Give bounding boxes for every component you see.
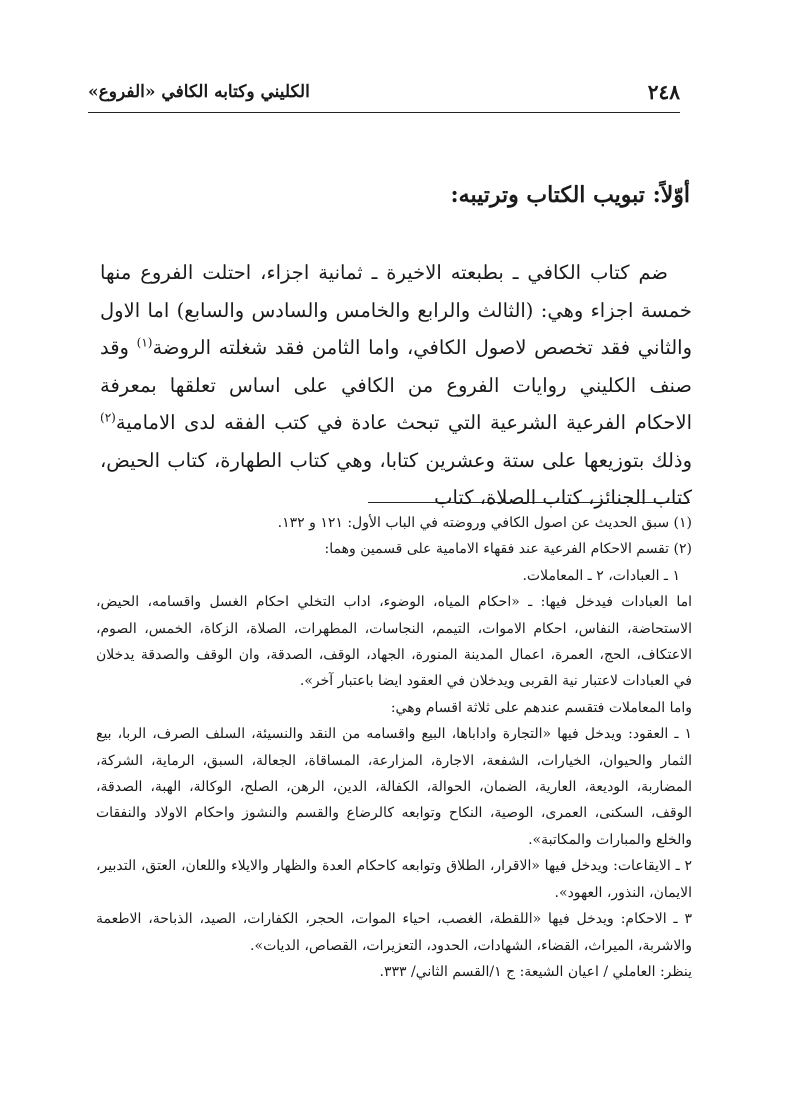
footnote-2-ahkam: ٣ ـ الاحكام: ويدخل فيها «اللقطة، الغصب، احياء الموات، الحجر، الكفارات، الصيد، الذباحة، الاطعمة والاشربة، الميراث، القضاء، الشهادات، الحدود، التعزيرات، القصاص، الديات». <box>96 911 692 954</box>
footnote-2-uqud: ١ ـ العقود: ويدخل فيها «التجارة واداباها، البيع واقسامه من النقد والنسيئة، السلف الصرف، الربا، بيع الثمار والحيوان، الخيارات، الشفعة، الاجارة، المزارعة، المساقاة، الجعالة، السبق، الرماية، الشركة، المضاربة، الوديعة، العارية، الضمان، الحوالة، الكفالة، الدين، الرهن، الصلح، الوكالة، الهبة، الصدقة، الوقف، السكنى، العمرى، الوصية، النكاح وتوابعه كالرضاع والقسم والنشوز واحكام الاولاد والنفقات والخلع والمبارات والمكاتبة». <box>96 726 692 848</box>
footnote-2-division: ١ ـ العبادات، ٢ ـ المعاملات. <box>522 567 680 584</box>
footnote-separator <box>368 502 690 503</box>
running-title: الكليني وكتابه الكافي «الفروع» <box>88 82 310 102</box>
footnote-2-source: ينظر: العاملي / اعيان الشيعة: ج ١/القسم الثاني/ ٣٣٣. <box>379 963 692 980</box>
footnote-1: (١) سبق الحديث عن اصول الكافي وروضته في الباب الأول: ١٢١ و ١٣٢. <box>277 515 692 531</box>
section-heading: أوّلاً: تبويب الكتاب وترتيبه: <box>450 182 690 208</box>
footnote-ref-1[interactable]: (١) <box>136 335 153 350</box>
footnotes <box>96 510 692 985</box>
footnote-2-iqaat: ٢ ـ الايقاعات: ويدخل فيها «الاقرار، الطلاق وتوابعه كاحكام العدة والظهار والايلاء واللعان، العتق، التدبير، الايمان، النذور، العهود». <box>96 858 692 901</box>
main-paragraph <box>100 254 692 517</box>
footnote-ref-2[interactable]: (٢) <box>100 410 116 425</box>
running-header <box>88 80 680 113</box>
footnote-2-muamalat-intro: واما المعاملات فتقسم عندهم على ثلاثة اقسام وهي: <box>390 699 692 716</box>
paragraph-part-3: وذلك بتوزيعها على ستة وعشرين كتابا، وهي كتاب الطهارة، كتاب الحيض، كتاب الجنائز، كتاب الصلاة، كتاب <box>100 448 692 509</box>
page-number: ٢٤٨ <box>647 80 680 104</box>
footnote-2: (٢) تقسم الاحكام الفرعية عند فقهاء الامامية على قسمين وهما: <box>324 541 692 558</box>
paragraph-part-1: ضم كتاب الكافي ـ بطبعته الاخيرة ـ ثمانية اجزاء، احتلت الفروع منها خمسة اجزاء وهي: (الثالث والرابع والخامس والسادس والسابع) اما الاول والثاني فقد تخصص لاصول الكافي، واما الثامن فقد شغلته الروضة <box>100 261 692 359</box>
paragraph-part-2: وقد صنف الكليني روايات الفروع من الكافي على اساس تعلقها بمعرفة الاحكام الفرعية الشرعية التي تبحث عادة في كتب الفقه لدى الامامية <box>100 336 692 434</box>
footnote-2-ibadat: اما العبادات فيدخل فيها: ـ «احكام المياه، الوضوء، اداب التخلي احكام الغسل واقسامه، الحيض، الاستحاضة، النفاس، احكام الاموات، التيمم، النجاسات، المطهرات، الصلاة، الزكاة، الخمس، الصوم، الاعتكاف، الحج، العمرة، اعمال المدينة المنورة، الجهاد، الوقف، الصدقة، وان الوقف والصدقة يدخلان في العبادات لاعتبار نية القربى ويدخلان في العقود ايضا باعتبار آخر». <box>96 594 692 690</box>
